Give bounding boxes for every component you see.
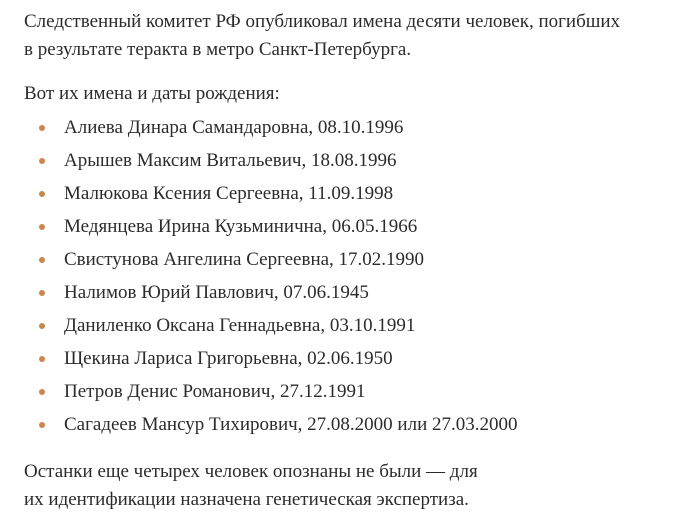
list-item — [24, 111, 679, 144]
bullet-icon — [39, 356, 45, 362]
bullet-icon — [39, 224, 45, 230]
list-item — [24, 144, 679, 177]
bullet-icon — [39, 158, 45, 164]
bullet-icon — [39, 257, 45, 263]
list-item — [24, 375, 679, 408]
list-item — [24, 243, 679, 276]
list-item — [24, 276, 679, 309]
outro-line-2: их идентификации назначена генетическая экспертиза. — [24, 489, 469, 510]
list-item-text: Петров Денис Романович, 27.12.1991 — [64, 381, 366, 402]
list-item — [24, 177, 679, 210]
bullet-icon — [39, 125, 45, 131]
list-item — [24, 342, 679, 375]
list-item — [24, 309, 679, 342]
victims-list — [24, 111, 679, 441]
list-item-text: Сагадеев Мансур Тихирович, 27.08.2000 или 27.03.2000 — [64, 414, 518, 435]
list-item-text: Даниленко Оксана Геннадьевна, 03.10.1991 — [64, 315, 416, 336]
list-item-text: Медянцева Ирина Кузьминична, 06.05.1966 — [64, 216, 418, 237]
list-item-text: Малюкова Ксения Сергеевна, 11.09.1998 — [64, 183, 394, 204]
list-item-text: Налимов Юрий Павлович, 07.06.1945 — [64, 282, 369, 303]
bullet-icon — [39, 422, 45, 428]
list-item-text: Алиева Динара Самандаровна, 08.10.1996 — [64, 117, 404, 138]
list-item-text: Щекина Лариса Григорьевна, 02.06.1950 — [64, 348, 393, 369]
intro-line-2: в результате теракта в метро Санкт-Петербурга. — [24, 39, 412, 60]
intro-line-1: Следственный комитет РФ опубликовал имена десяти человек, погибших — [24, 11, 621, 32]
bullet-icon — [39, 191, 45, 197]
outro-line-1: Останки еще четырех человек опознаны не были — для — [24, 461, 478, 482]
list-item — [24, 408, 679, 441]
bullet-icon — [39, 323, 45, 329]
bullet-icon — [39, 290, 45, 296]
bullet-icon — [39, 389, 45, 395]
intro-paragraph — [24, 8, 679, 64]
article-body — [24, 8, 679, 514]
list-item-text: Свистунова Ангелина Сергеевна, 17.02.1990 — [64, 249, 425, 270]
list-item — [24, 210, 679, 243]
list-item-text: Арышев Максим Витальевич, 18.08.1996 — [64, 150, 397, 171]
outro-paragraph — [24, 458, 679, 514]
list-intro: Вот их имена и даты рождения: — [24, 83, 280, 104]
